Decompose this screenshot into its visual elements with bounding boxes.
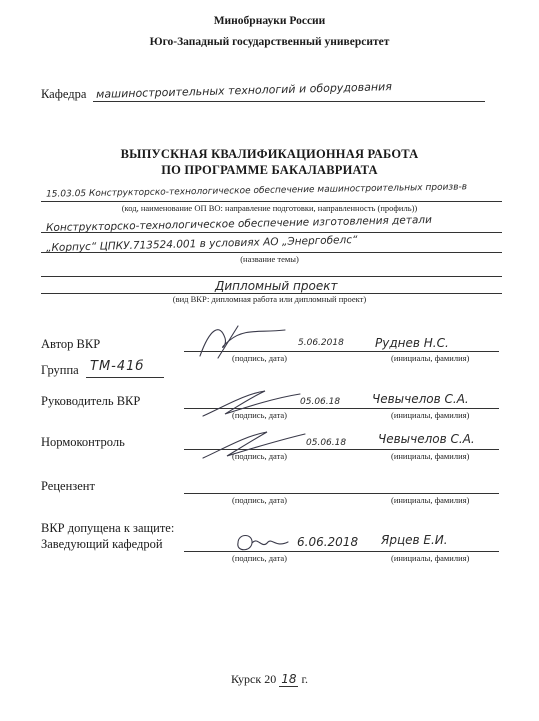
head-name: Ярцев Е.И. <box>381 533 448 547</box>
reviewer-sign-caption: (подпись, дата) <box>232 495 288 505</box>
reviewer-name-caption: (инициалы, фамилия) <box>391 495 470 505</box>
topic-line1: Конструкторско-технологическое обеспечение изготовления детали <box>45 213 433 235</box>
topic-line1-rule <box>41 232 502 233</box>
normcontrol-name: Чевычелов С.А. <box>378 432 475 446</box>
group-label: Группа <box>41 363 79 377</box>
author-name-caption: (инициалы, фамилия) <box>391 353 470 363</box>
normcontrol-name-caption: (инициалы, фамилия) <box>391 451 470 461</box>
supervisor-name-caption: (инициалы, фамилия) <box>391 410 470 420</box>
supervisor-name: Чевычелов С.А. <box>372 392 469 406</box>
footer <box>0 672 539 687</box>
normcontrol-label: Нормоконтроль <box>41 435 125 449</box>
department-label: Кафедра <box>41 87 87 101</box>
author-date: 5.06.2018 <box>298 338 344 348</box>
group-line <box>86 377 164 378</box>
department-line <box>93 101 485 102</box>
footer-city: Курск 20 <box>230 672 277 686</box>
program-value: 15.03.05 Конструкторско-технологическое обеспечение машиностроительных произв-в <box>45 182 468 200</box>
head-label: Заведующий кафедрой <box>41 537 163 551</box>
footer-year: 18 <box>281 672 297 686</box>
author-name: Руднев Н.С. <box>375 336 449 350</box>
normcontrol-date: 05.06.18 <box>306 438 347 448</box>
topic-line2: „Корпус“ ЦПКУ.713524.001 в условиях АО „Энергобелс“ <box>45 233 358 255</box>
topic-line2-rule <box>41 252 502 253</box>
work-type-value: Дипломный проект <box>215 279 338 293</box>
university-header: Юго-Западный государственный университет <box>149 36 390 48</box>
head-sign-caption: (подпись, дата) <box>232 553 288 563</box>
ministry-header: Минобрнауки России <box>213 15 326 27</box>
footer-suffix: г. <box>301 672 309 686</box>
work-type-caption: (вид ВКР: дипломная работа или дипломный проект) <box>172 294 367 304</box>
reviewer-sign-line <box>184 493 499 494</box>
reviewer-label: Рецензент <box>41 479 95 493</box>
supervisor-date: 05.06.18 <box>300 397 341 407</box>
supervisor-sign-caption: (подпись, дата) <box>232 410 288 420</box>
author-sign-caption: (подпись, дата) <box>232 353 288 363</box>
program-caption: (код, наименование ОП ВО: направление подготовки, направленность (профиль)) <box>121 203 418 213</box>
normcontrol-sign-caption: (подпись, дата) <box>232 451 288 461</box>
supervisor-label: Руководитель ВКР <box>41 394 141 408</box>
work-type-line-top <box>41 276 502 277</box>
document-title-line2: ПО ПРОГРАММЕ БАКАЛАВРИАТА <box>161 163 378 177</box>
topic-caption: (название темы) <box>240 254 299 264</box>
department-value: машиностроительных технологий и оборудования <box>95 80 393 101</box>
group-value: ТМ-41б <box>90 359 145 374</box>
author-label: Автор ВКР <box>41 337 101 351</box>
document-title-line1: ВЫПУСКНАЯ КВАЛИФИКАЦИОННАЯ РАБОТА <box>120 147 419 161</box>
head-date: 6.06.2018 <box>297 535 359 549</box>
admitted-label: ВКР допущена к защите: <box>41 521 175 535</box>
program-line <box>41 201 502 202</box>
head-name-caption: (инициалы, фамилия) <box>391 553 470 563</box>
